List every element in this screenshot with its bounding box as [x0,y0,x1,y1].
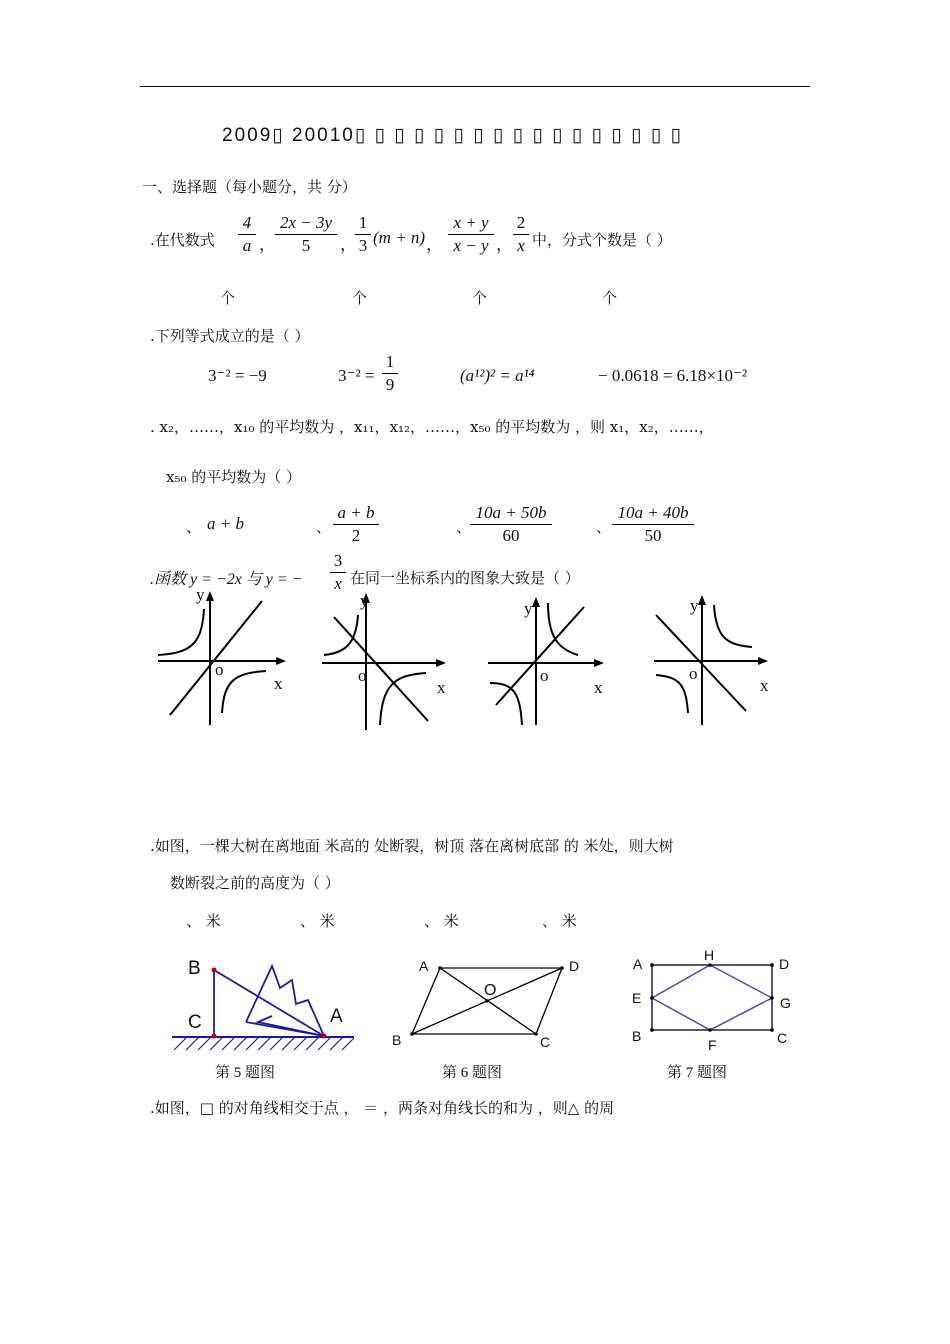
q5-line1: .如图，一棵大树在离地面 米高的 处断裂，树顶 落在离树底部 的 米处，则大树 [150,837,674,855]
fig7-caption: 第 7 题图 [667,1065,728,1081]
q5-option-a: 、 米 [186,912,221,930]
q1-frac-3: $\frac{1}{3}$ [355,213,371,256]
fig5-caption: 第 5 题图 [215,1065,276,1081]
q1-option-d: 个 [602,289,618,307]
q3-option-d-mark: 、 [596,518,612,536]
q3-option-a: a + b [207,514,244,533]
fig6-label-d: D [569,958,580,974]
q1-suffix: 中，分式个数是（ ） [532,231,672,249]
q5-option-c: 、 米 [424,912,459,930]
q1-comma: ， [340,235,357,254]
q3-option-c: $\frac{10a + 50b}{60}$ [470,503,552,546]
q5-option-d: 、 米 [542,912,577,930]
q1-prefix: .在代数式 [150,231,215,249]
fig5-label-c: C [188,1012,202,1033]
graph-a [158,591,286,725]
point-c [212,1034,217,1039]
fig5-label-a: A [330,1006,343,1027]
fig6-label-o: O [484,982,497,999]
q6-line1: .如图，□ 的对角线相交于点 ， ＝ ，两条对角线长的和为 ，则△ 的周 [150,1099,615,1117]
graph-d-y-label: y [690,596,699,615]
diamond [652,965,772,1030]
graph-a-y-label: y [196,585,205,604]
fig6-label-a: A [419,958,429,974]
section-heading: 一、选择题（每小题分，共 分） [142,178,357,196]
graph-c-origin: o [540,666,549,685]
q1-frac-4: $\frac{x + y}{x - y}$ [448,213,494,256]
q2-stem: .下列等式成立的是（ ） [150,327,310,345]
q2-option-a: 3⁻² = −9 [208,366,267,385]
q1-frac-2: $\frac{2x - 3y}{5}$ [275,213,337,256]
q3-line1: . x₂，……，x₁₀ 的平均数为 ，x₁₁，x₁₂，……，x₅₀ 的平均数为 ，则 x₁，x₂，……， [150,418,714,436]
header-rule [140,86,810,87]
fig6-label-c: C [540,1034,551,1050]
q5-option-b: 、 米 [300,912,335,930]
fig6-label-b: B [392,1032,402,1048]
graph-c [488,597,604,725]
q2-option-b-frac: $\frac{1}{9}$ [382,352,398,395]
graph-c-x-label: x [594,678,603,697]
point-a [322,1034,327,1039]
q1-option-a: 个 [220,289,236,307]
graph-c-y-label: y [524,599,533,618]
graph-b-y-label: y [360,591,369,610]
q3-option-b: $\frac{a + b}{2}$ [333,503,379,546]
graph-b-origin: o [358,666,367,685]
fig7-label-g: G [780,995,791,1011]
fig7-label-a: A [633,956,643,972]
q1-frac-5: $\frac{2}{x}$ [513,213,529,256]
fig6-caption: 第 6 题图 [442,1065,503,1081]
q2-option-d: − 0.0618 = 6.18×10⁻² [598,366,748,385]
q3-option-d: $\frac{10a + 40b}{50}$ [612,503,694,546]
q3-line2: x₅₀ 的平均数为（ ） [166,468,302,486]
graph-b [322,593,446,730]
graph-a-origin: o [215,660,224,679]
point-b [212,968,217,973]
fig7-label-h: H [704,947,715,963]
q1-frac-3-tail: (m + n) [373,228,426,247]
figure-7 [644,960,784,1036]
q4-frac: $\frac{3}{x}$ [330,551,346,594]
graph-d-x-label: x [760,676,769,695]
q3-option-a-mark: 、 [186,518,202,536]
graph-d [654,595,768,725]
fig7-label-f: F [708,1037,717,1053]
rectangle [652,965,772,1030]
q1-comma: ， [496,235,513,254]
fig5-label-b: B [188,958,201,979]
q1-option-b: 个 [352,289,368,307]
q5-line2: 数断裂之前的高度为（ ） [170,874,340,892]
q1-frac-1: $\frac{4}{a}$ [238,213,256,256]
q1-option-c: 个 [472,289,488,307]
ground-hatching [174,1038,354,1050]
q3-option-c-mark: 、 [456,518,472,536]
q1-comma: ， [259,235,276,254]
fig7-label-d: D [779,956,790,972]
q4-stem-a: .函数 y = −2x 与 y = − [150,571,303,588]
page-title: 2009▯ 20010▯ ▯ ▯ ▯ ▯ ▯ ▯ ▯ ▯ ▯ ▯ ▯ ▯ ▯ ▯ ▯ ▯ [222,125,684,146]
q1-comma: ， [426,235,443,254]
fig7-label-b: B [632,1028,642,1044]
q2-option-b-left: 3⁻² = [338,366,375,385]
graph-d-origin: o [689,664,698,683]
fig7-label-c: C [777,1030,788,1046]
graph-a-x-label: x [274,674,283,693]
fig7-label-e: E [632,990,642,1006]
q2-option-c: (a¹²)² = a¹⁴ [460,366,535,385]
q4-stem-b: 在同一坐标系内的图象大致是（ ） [350,569,580,587]
graph-b-x-label: x [437,678,446,697]
q3-option-b-mark: 、 [316,518,332,536]
